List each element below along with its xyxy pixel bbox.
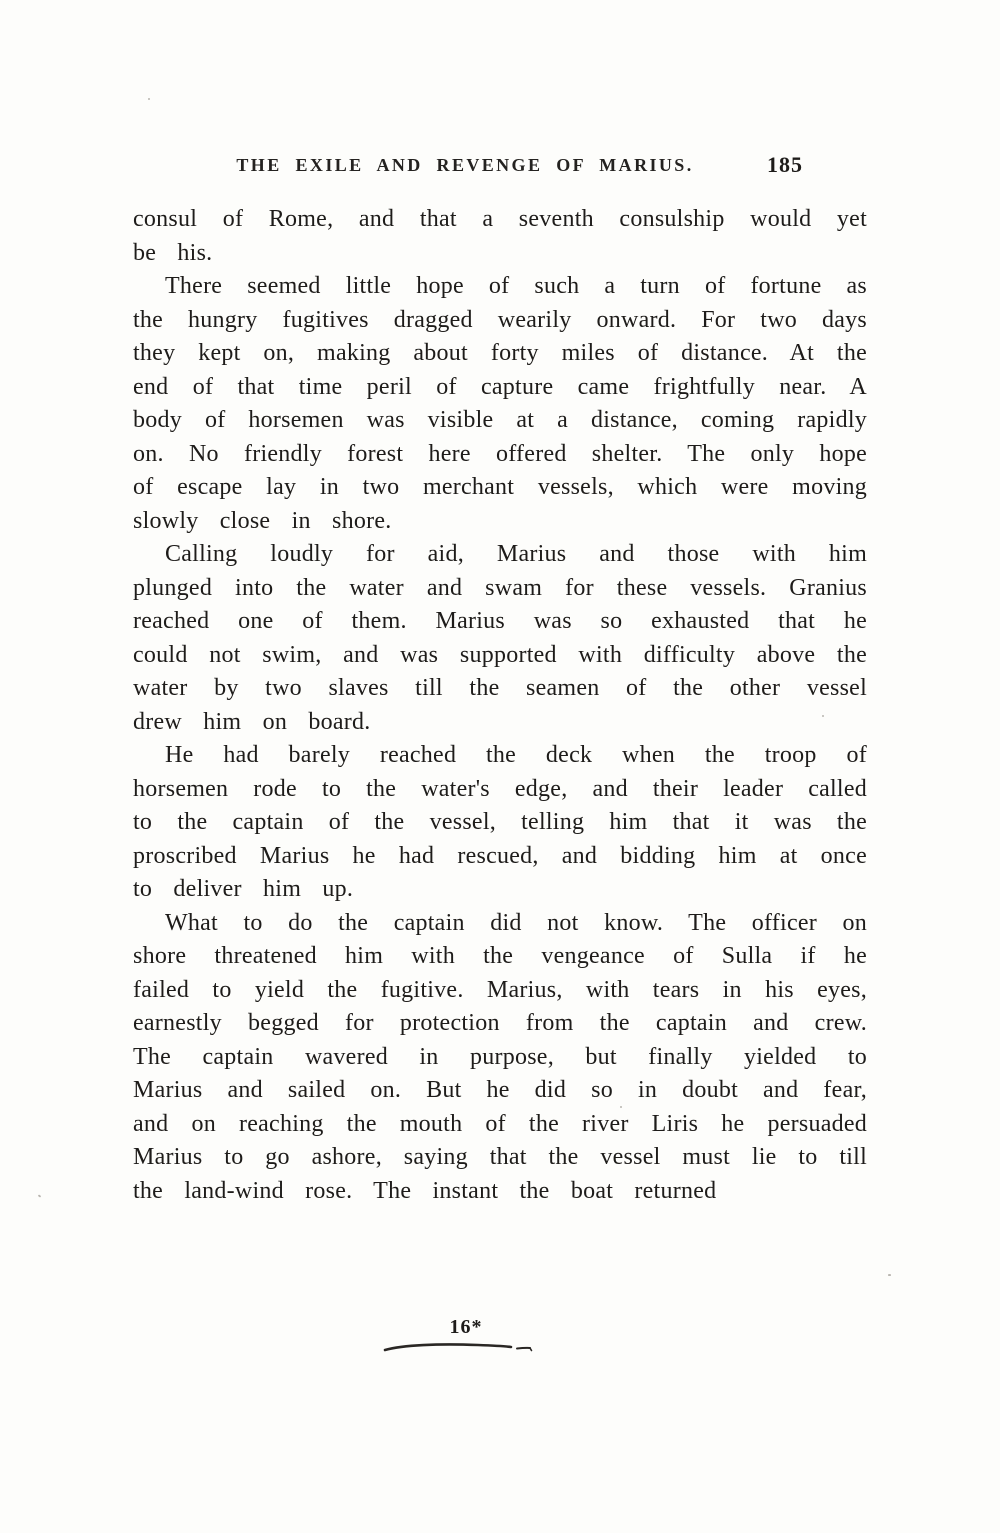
- body-text: [133, 203, 867, 1208]
- page-number: 185: [767, 152, 803, 177]
- running-title: THE EXILE AND REVENGE OF MARIUS.: [236, 155, 694, 175]
- paragraph: Calling loudly for aid, Marius and those with him plunged into the water and swam for these vessels. Granius reached one of them. Marius was so exhausted that he could not swim, and was supported with difficulty above the water by two slaves till the seamen of the other vessel drew him on board.: [133, 541, 867, 735]
- scan-speck: [888, 1274, 891, 1276]
- paragraph: consul of Rome, and that a seventh consulship would yet be his.: [133, 206, 867, 266]
- scan-speck: [38, 1194, 42, 1197]
- book-page: [133, 152, 867, 1208]
- signature-mark: 16*: [449, 1316, 483, 1338]
- scan-speck: [620, 1106, 622, 1108]
- paragraph: There seemed little hope of such a turn of fortune as the hungry fugitives dragged wearily onward. For two days they kept on, making about forty miles of distance. At the end of that time peril of capture came frightfully near. A body of horsemen was visible at a distance, coming rapidly on. No friendly forest here offered shelter. The only hope of escape lay in two merchant vessels, which were moving slowly close in shore.: [133, 273, 867, 534]
- page-footer: [383, 1316, 535, 1354]
- paragraph: He had barely reached the deck when the troop of horsemen rode to the water's edge, and their leader called to the captain of the vessel, telling him that it was the proscribed Marius he had rescued, and bidding him at once to deliver him up.: [133, 742, 867, 902]
- paragraph: What to do the captain did not know. The officer on shore threatened him with the vengeance of Sulla if he failed to yield the fugitive. Marius, with tears in his eyes, earnestly begged for protection from the captain and crew. The captain wavered in purpose, but finally yielded to Marius and sailed on. But he did so in doubt and fear, and on reaching the mouth of the river Liris he persuaded Marius to go ashore, saying that the vessel must lie to till the land-wind rose. The instant the boat returned: [133, 909, 867, 1204]
- scan-speck: [822, 715, 824, 717]
- footer-flourish-line: [383, 1340, 535, 1354]
- page-header: [133, 152, 867, 203]
- scan-speck: [148, 98, 150, 100]
